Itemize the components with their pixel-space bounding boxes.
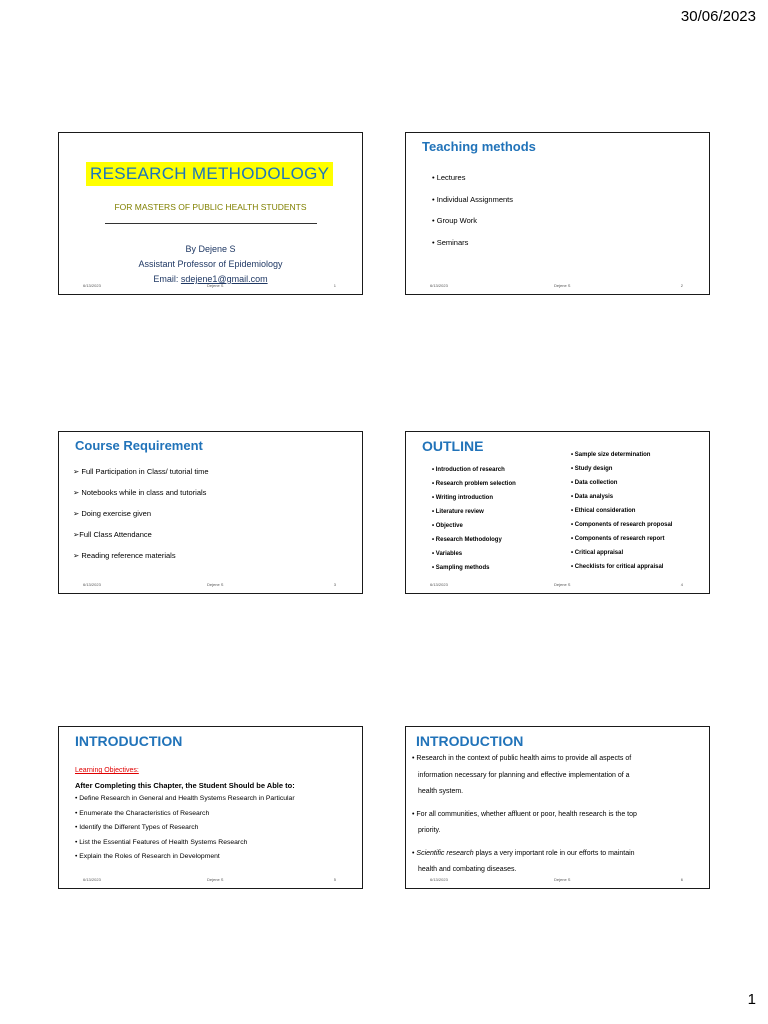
list-item: ➢Full Class Attendance bbox=[73, 530, 152, 539]
slide-footer bbox=[59, 877, 362, 885]
slide-title: Course Requirement bbox=[75, 438, 203, 453]
footer-author: Dejene S bbox=[554, 283, 571, 288]
text-line: health system. bbox=[418, 788, 464, 795]
outline-right-list bbox=[571, 452, 672, 578]
objectives-list bbox=[75, 795, 295, 868]
outline-left-list bbox=[432, 467, 516, 579]
list-item: • List the Essential Features of Health Systems Research bbox=[75, 838, 248, 846]
list-item: • Group Work bbox=[432, 216, 477, 225]
teaching-methods-list bbox=[432, 173, 513, 259]
footer-author: Dejene S bbox=[554, 582, 571, 587]
list-item: • Critical appraisal bbox=[571, 550, 624, 556]
slide-footer bbox=[406, 877, 709, 885]
list-item: • Lectures bbox=[432, 173, 466, 182]
list-item: • Sampling methods bbox=[432, 565, 490, 571]
paragraph bbox=[412, 751, 703, 801]
footer-author: Dejene S bbox=[207, 283, 224, 288]
slide-title: Teaching methods bbox=[422, 139, 536, 154]
bullet: • bbox=[412, 849, 417, 857]
list-item: • Components of research report bbox=[571, 536, 665, 542]
text-line: • For all communities, whether affluent or poor, health research is the top bbox=[412, 810, 637, 818]
slide-5 bbox=[58, 726, 363, 889]
emphasis: Scientific research bbox=[416, 849, 474, 857]
footer-slide-number: 4 bbox=[680, 582, 683, 587]
objectives-intro: After Completing this Chapter, the Student Should be Able to: bbox=[75, 781, 295, 790]
list-item: • Literature review bbox=[432, 509, 484, 515]
email-label: Email: bbox=[153, 274, 181, 284]
list-item: ➢ Doing exercise given bbox=[73, 509, 151, 518]
author-position: Assistant Professor of Epidemiology bbox=[138, 259, 283, 269]
slide-footer bbox=[59, 582, 362, 590]
slide-body bbox=[412, 751, 703, 885]
list-item: • Variables bbox=[432, 551, 463, 557]
list-item: • Seminars bbox=[432, 237, 469, 247]
footer-author: Dejene S bbox=[207, 877, 224, 882]
footer-date: 6/13/2023 bbox=[430, 582, 448, 587]
slide-footer bbox=[59, 283, 362, 291]
footer-date: 6/13/2023 bbox=[430, 877, 448, 882]
list-item: ➢ Full Participation in Class/ tutorial time bbox=[73, 467, 209, 476]
footer-slide-number: 1 bbox=[333, 283, 336, 288]
list-item: • Introduction of research bbox=[432, 467, 505, 473]
list-item: • Explain the Roles of Research in Development bbox=[75, 853, 220, 861]
email-link[interactable]: sdejene1@gmail.com bbox=[180, 274, 268, 284]
list-item: • Enumerate the Characteristics of Research bbox=[75, 809, 210, 817]
slide-3 bbox=[58, 431, 363, 594]
slide-subtitle: FOR MASTERS OF PUBLIC HEALTH STUDENTS bbox=[114, 202, 307, 212]
author-block bbox=[59, 242, 362, 287]
learning-objectives-label: Learning Objectives: bbox=[75, 767, 139, 774]
list-item: • Data analysis bbox=[571, 494, 614, 500]
paragraph bbox=[412, 846, 703, 879]
slide-footer bbox=[406, 582, 709, 590]
list-item: • Individual Assignments bbox=[432, 194, 514, 204]
slide-4 bbox=[405, 431, 710, 594]
list-item: • Components of research proposal bbox=[571, 522, 673, 528]
footer-slide-number: 3 bbox=[333, 582, 336, 587]
list-item: • Define Research in General and Health Systems Research in Particular bbox=[75, 795, 295, 802]
list-item: • Writing introduction bbox=[432, 495, 493, 501]
footer-date: 6/13/2023 bbox=[83, 283, 101, 288]
slide-2 bbox=[405, 132, 710, 295]
text-line: plays a very important role in our efforts to maintain bbox=[473, 849, 635, 857]
text-line: • Research in the context of public health aims to provide all aspects of bbox=[412, 755, 632, 762]
footer-slide-number: 6 bbox=[680, 877, 683, 882]
list-item: • Objective bbox=[432, 523, 463, 529]
slide-title: INTRODUCTION bbox=[416, 733, 524, 749]
list-item: ➢ Notebooks while in class and tutorials bbox=[73, 488, 207, 497]
slide-6 bbox=[405, 726, 710, 889]
list-item: • Data collection bbox=[571, 480, 618, 486]
footer-slide-number: 2 bbox=[680, 283, 683, 288]
course-requirement-list bbox=[73, 467, 209, 572]
list-item: • Study design bbox=[571, 466, 613, 472]
list-item: • Identify the Different Types of Research bbox=[75, 824, 199, 832]
list-item: • Ethical consideration bbox=[571, 508, 636, 514]
slide-title: INTRODUCTION bbox=[75, 733, 183, 749]
text-line: information necessary for planning and effective implementation of a bbox=[418, 771, 630, 779]
list-item: • Research Methodology bbox=[432, 537, 502, 543]
footer-date: 6/13/2023 bbox=[430, 283, 448, 288]
text-line: health and combating diseases. bbox=[418, 866, 517, 873]
page-date: 30/06/2023 bbox=[680, 8, 756, 25]
slide-footer bbox=[406, 283, 709, 291]
list-item: • Sample size determination bbox=[571, 452, 651, 458]
footer-date: 6/13/2023 bbox=[83, 877, 101, 882]
footer-date: 6/13/2023 bbox=[83, 582, 101, 587]
paragraph bbox=[412, 807, 703, 840]
list-item: ➢ Reading reference materials bbox=[73, 551, 176, 560]
footer-author: Dejene S bbox=[554, 877, 571, 882]
text-line: priority. bbox=[418, 827, 441, 834]
list-item: • Checklists for critical appraisal bbox=[571, 564, 664, 570]
footer-slide-number: 5 bbox=[333, 877, 336, 882]
footer-author: Dejene S bbox=[207, 582, 224, 587]
author-name: By Dejene S bbox=[185, 244, 236, 254]
slide-title: RESEARCH METHODOLOGY bbox=[86, 162, 333, 186]
page-number: 1 bbox=[747, 991, 756, 1008]
divider bbox=[105, 223, 317, 224]
slide-1 bbox=[58, 132, 363, 295]
slide-title: OUTLINE bbox=[422, 438, 484, 454]
list-item: • Research problem selection bbox=[432, 481, 516, 487]
